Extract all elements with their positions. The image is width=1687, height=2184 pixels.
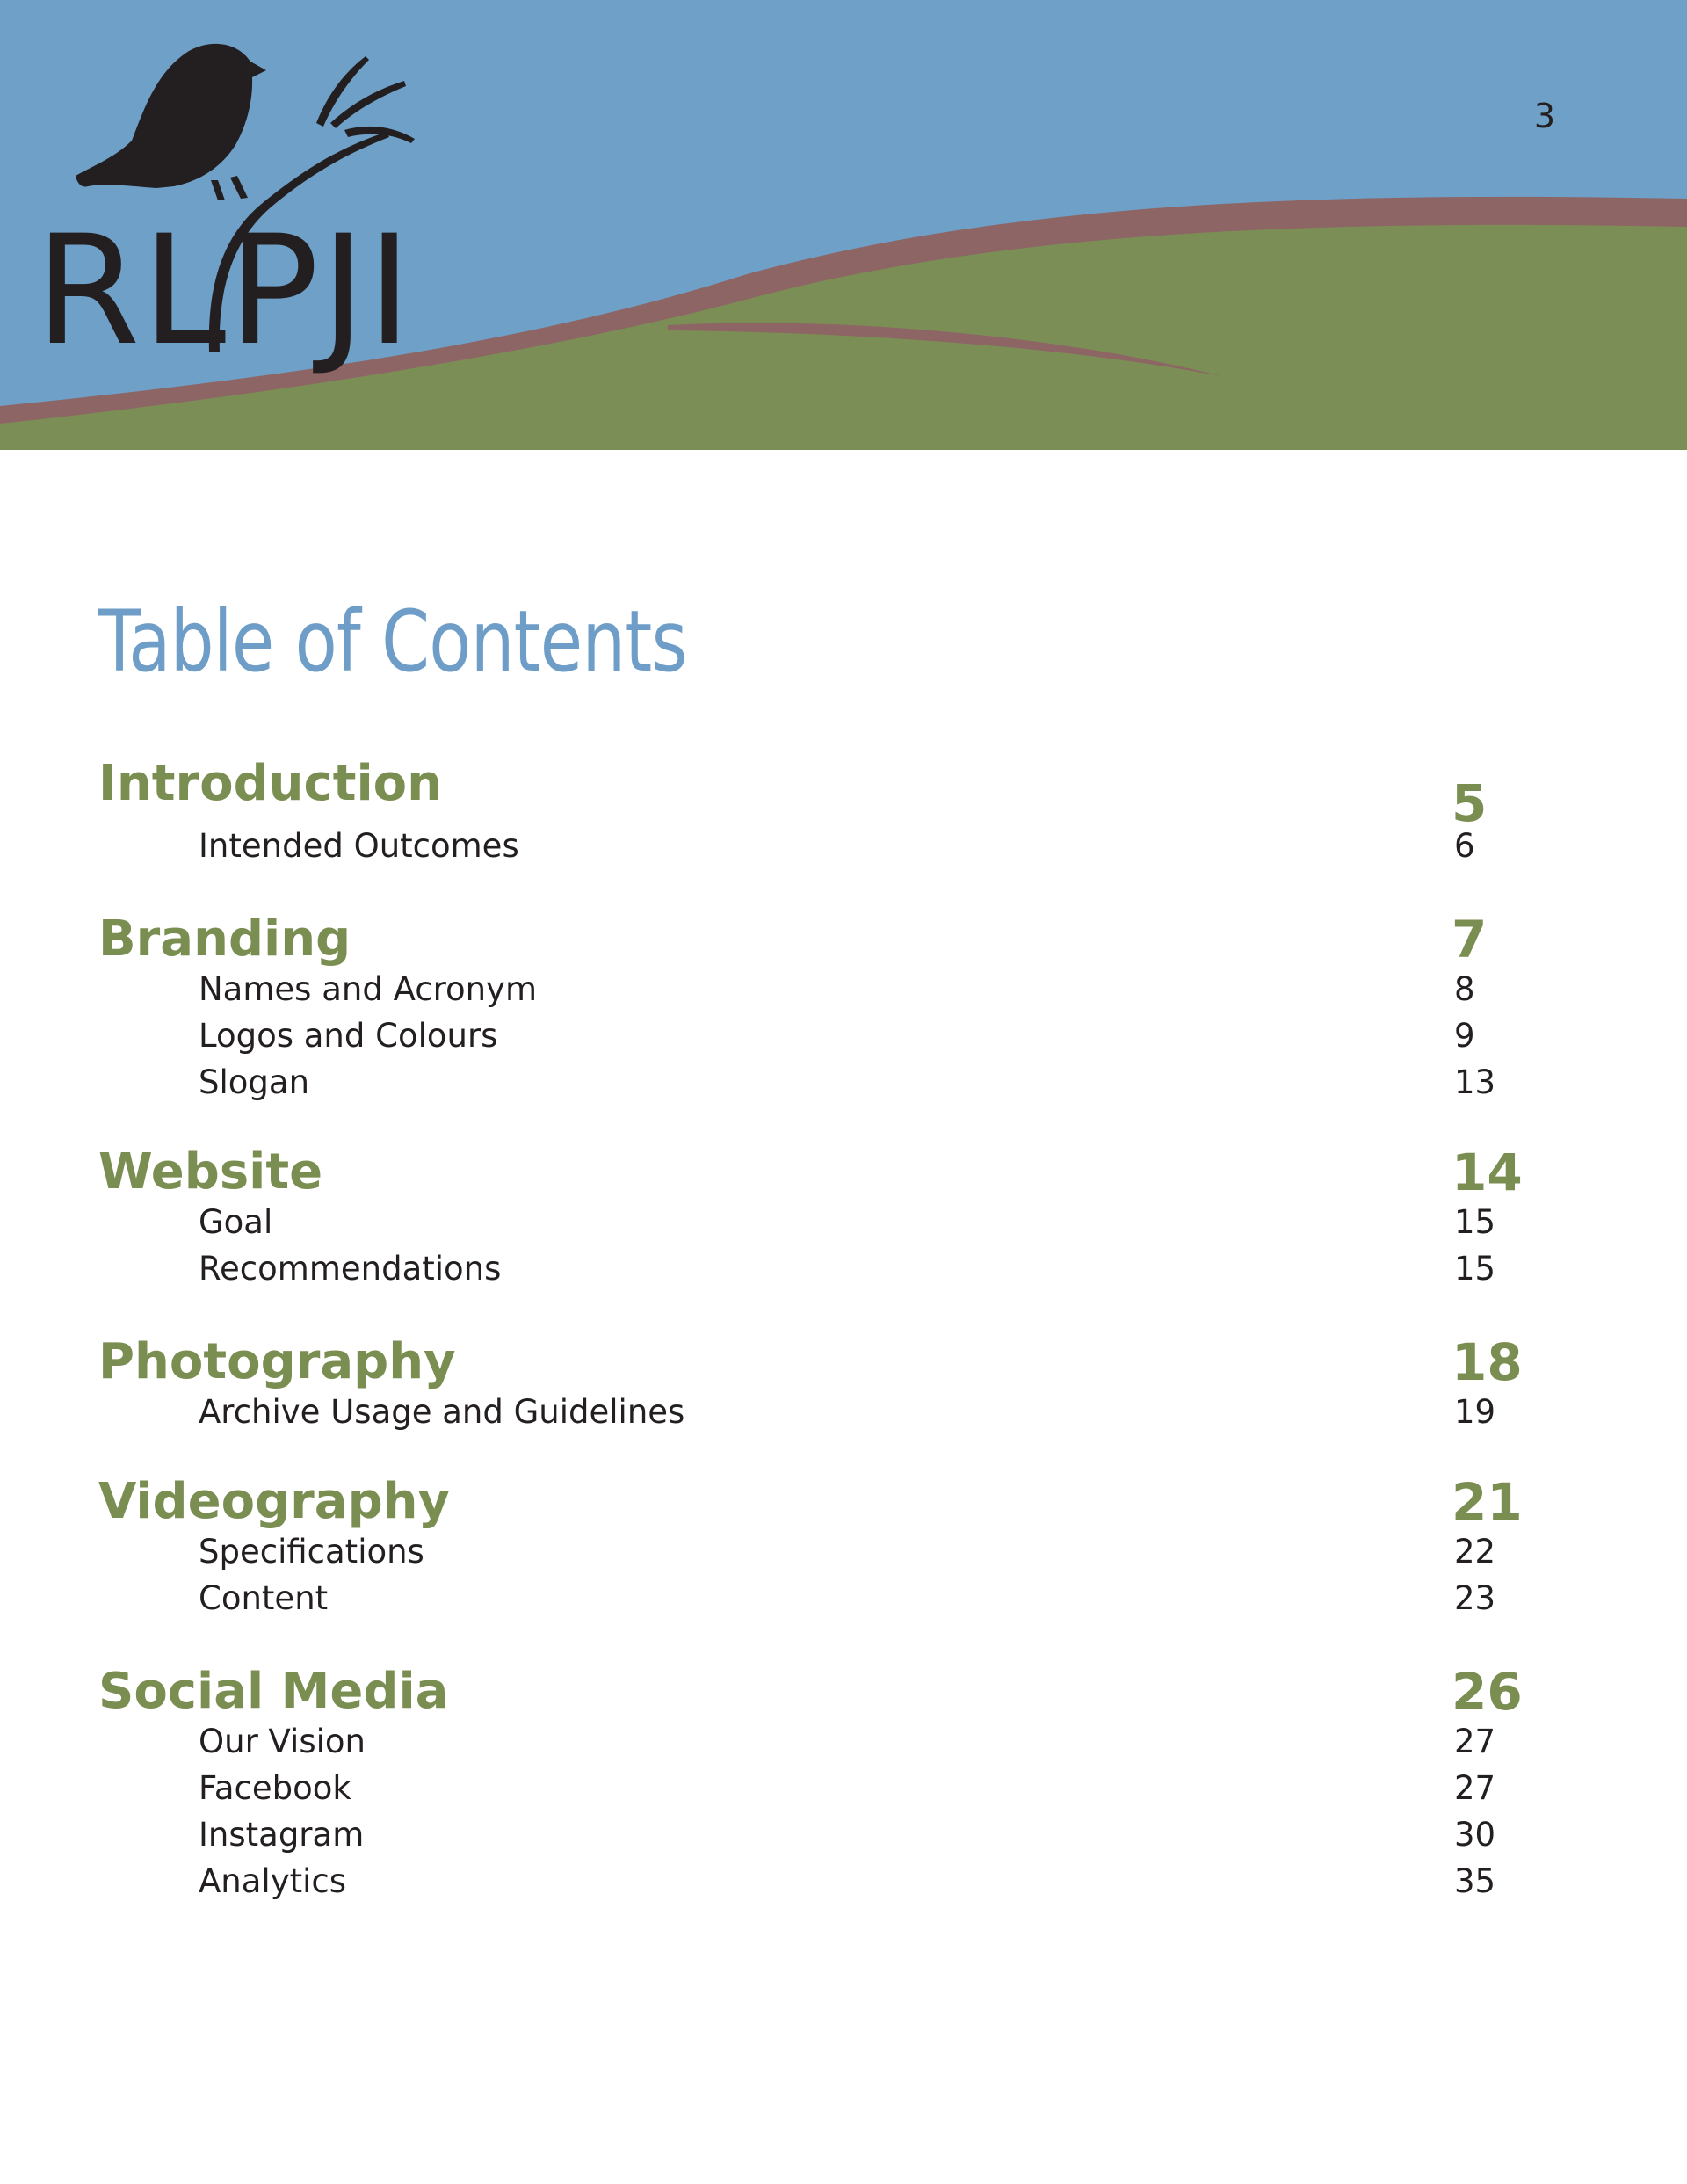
toc-entry[interactable] (98, 823, 1539, 869)
toc-section-photography (98, 1334, 1539, 1435)
section-title[interactable]: Videography (98, 1473, 451, 1530)
entry-label: Names and Acronym (199, 970, 537, 1008)
toc-entry[interactable] (98, 1575, 1539, 1622)
page-title: Table of Contents (98, 592, 687, 691)
entry-label: Slogan (199, 1063, 310, 1101)
section-page-number: 7 (1452, 910, 1488, 969)
entry-page-number: 15 (1454, 1250, 1496, 1288)
entry-page-number: 27 (1454, 1769, 1496, 1807)
toc-section-introduction (98, 756, 1539, 869)
section-page-number: 14 (1452, 1143, 1523, 1202)
toc-entry[interactable] (98, 1858, 1539, 1905)
entry-label: Goal (199, 1203, 273, 1241)
section-title[interactable]: Photography (98, 1333, 456, 1390)
toc-section-website (98, 1144, 1539, 1292)
toc-section-branding (98, 911, 1539, 1106)
entry-page-number: 8 (1454, 970, 1475, 1008)
page-number: 3 (1533, 97, 1556, 135)
entry-page-number: 22 (1454, 1533, 1496, 1571)
table-of-contents (98, 756, 1539, 1905)
entry-page-number: 27 (1454, 1723, 1496, 1760)
toc-entry[interactable] (98, 1811, 1539, 1858)
entry-label: Analytics (199, 1862, 347, 1900)
entry-page-number: 6 (1454, 827, 1475, 865)
entry-label: Intended Outcomes (199, 827, 519, 865)
toc-entry[interactable] (98, 1199, 1539, 1245)
entry-label: Our Vision (199, 1723, 366, 1760)
toc-entry[interactable] (98, 1528, 1539, 1575)
toc-entry[interactable] (98, 1245, 1539, 1292)
entry-page-number: 13 (1454, 1063, 1496, 1101)
entry-page-number: 15 (1454, 1203, 1496, 1241)
toc-section-videography (98, 1474, 1539, 1622)
toc-entry[interactable] (98, 1012, 1539, 1059)
header-banner (0, 0, 1687, 450)
entry-label: Content (199, 1579, 329, 1617)
entry-label: Recommendations (199, 1250, 502, 1288)
section-page-number: 26 (1452, 1662, 1523, 1722)
entry-page-number: 30 (1454, 1816, 1496, 1854)
entry-label: Instagram (199, 1816, 365, 1854)
entry-page-number: 9 (1454, 1017, 1475, 1055)
section-page-number: 18 (1452, 1332, 1523, 1392)
toc-entry[interactable] (98, 966, 1539, 1012)
section-title[interactable]: Social Media (98, 1663, 449, 1720)
entry-label: Specifications (199, 1533, 424, 1571)
toc-entry[interactable] (98, 1389, 1539, 1435)
entry-label: Archive Usage and Guidelines (199, 1393, 685, 1431)
entry-page-number: 35 (1454, 1862, 1496, 1900)
logo-wordmark: RLPJI (35, 202, 414, 379)
toc-entry[interactable] (98, 1718, 1539, 1765)
toc-entry[interactable] (98, 1765, 1539, 1811)
entry-page-number: 23 (1454, 1579, 1496, 1617)
section-title[interactable]: Website (98, 1143, 323, 1201)
entry-label: Logos and Colours (199, 1017, 498, 1055)
entry-label: Facebook (199, 1769, 351, 1807)
section-title[interactable]: Branding (98, 911, 351, 968)
entry-page-number: 19 (1454, 1393, 1496, 1431)
section-page-number: 5 (1452, 773, 1488, 833)
toc-entry[interactable] (98, 1059, 1539, 1106)
toc-section-social-media (98, 1664, 1539, 1905)
section-title[interactable]: Introduction (98, 755, 443, 812)
section-page-number: 21 (1452, 1472, 1523, 1532)
